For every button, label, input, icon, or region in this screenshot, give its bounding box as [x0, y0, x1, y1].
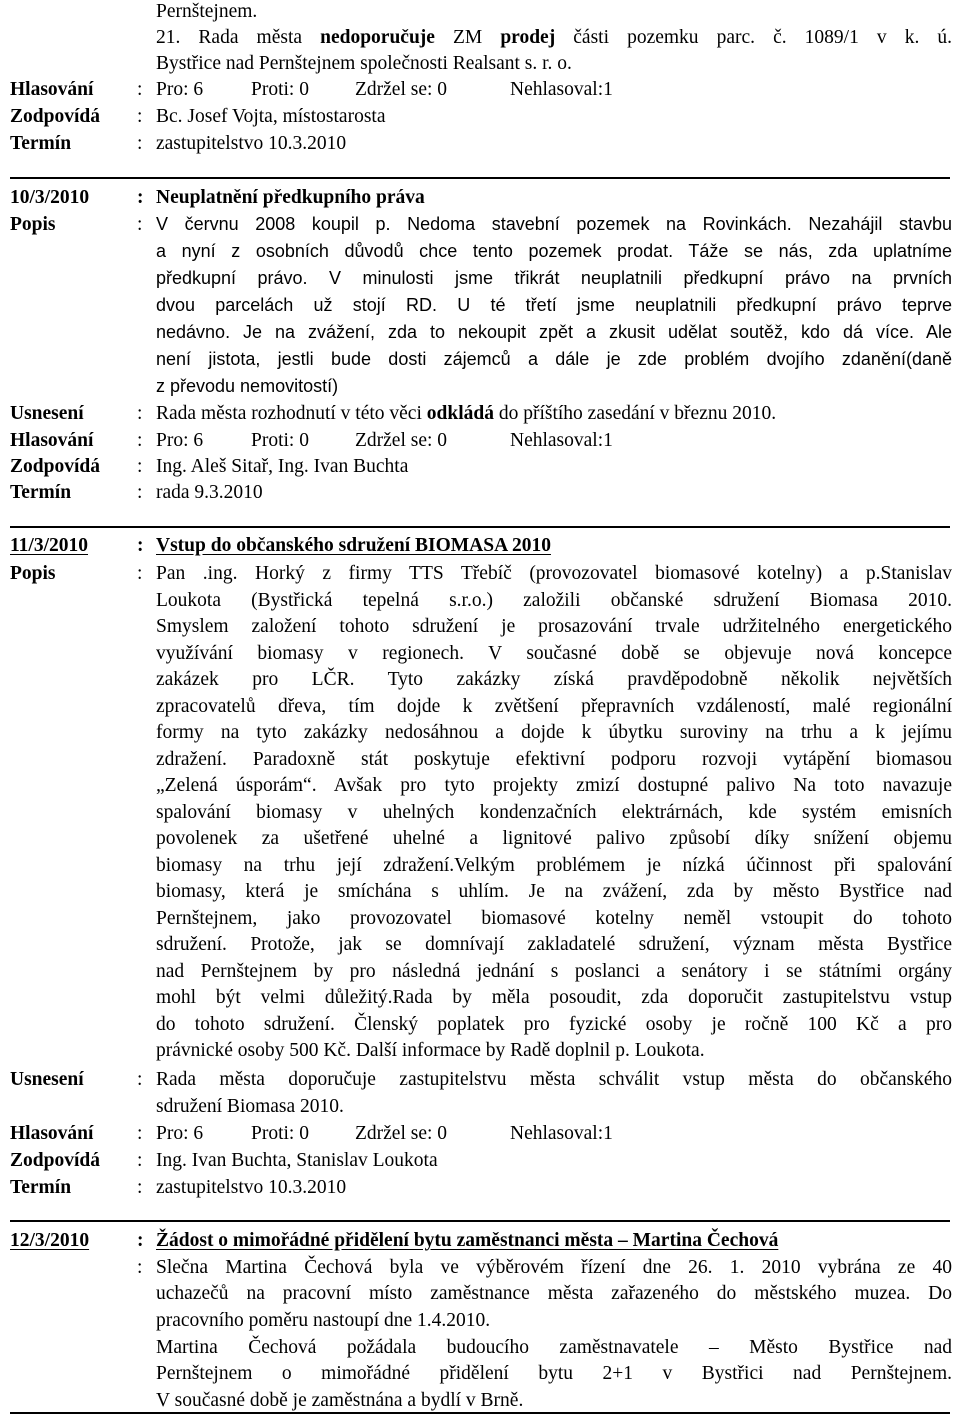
popis-line: spalování biomasy v uhelných kondenzačních elektrárnách, kde systém emisních	[156, 802, 952, 823]
termin-value: rada 9.3.2010	[156, 482, 263, 503]
popis-row	[0, 1307, 960, 1334]
text-continuation: Pernštejnem.	[156, 1, 258, 22]
popis-row	[0, 878, 960, 905]
text-line	[0, 24, 960, 51]
vote-nehlasoval: Nehlasoval:1	[510, 1123, 613, 1144]
termin-label: Termín	[10, 133, 72, 154]
termin-value: zastupitelstvo 10.3.2010	[156, 133, 347, 154]
usneseni-pre: Rada města rozhodnutí v této věci	[156, 403, 427, 424]
colon: :	[137, 1069, 143, 1090]
popis-line: V červnu 2008 koupil p. Nedoma stavební pozemek na Rovinkách. Nezahájil stavbu	[156, 214, 952, 234]
popis-line: zdražení. Paradoxně stát poskytuje efektivní podporu rozvoji vytápění biomasou	[156, 749, 952, 770]
popis-line: nad Pernštejnem by pro následná jednání s poslanci a senátory i se státními orgány	[156, 961, 952, 982]
popis-row	[0, 1360, 960, 1387]
popis-line: pracovního poměru nastoupí dne 1.4.2010.	[156, 1310, 491, 1331]
popis-line: formy na tyto zakázky nedosáhnou a dojde k úbytku suroviny na trhu a k jejímu	[156, 722, 952, 743]
popis-row	[0, 825, 960, 852]
zodpovida-row	[0, 103, 960, 130]
zodpovida-label: Zodpovídá	[10, 106, 100, 127]
termin-label: Termín	[10, 1177, 72, 1198]
popis-label: Popis	[10, 563, 56, 584]
colon: :	[137, 187, 144, 208]
popis-label: Popis	[10, 214, 56, 235]
popis-row	[0, 905, 960, 932]
popis-line: není jistota, jestli bude dosti zájemců a dále je zde problém dvojího zdanění(daně	[156, 349, 952, 369]
hlasovani-label: Hlasování	[10, 79, 94, 100]
popis-line: Loukota (Bystřická tepelná s.r.o.) založili občanské sdružení Biomasa 2010.	[156, 590, 952, 611]
section-title: Vstup do občanského sdružení BIOMASA 2010	[156, 535, 551, 556]
popis-line: Pan .ing. Horký z firmy TTS Třebíč (provozovatel biomasové kotelny) a p.Stanislav	[156, 563, 952, 584]
popis-row	[0, 746, 960, 773]
popis-line: do tohoto sdružení. Členský poplatek pro fyzické osoby je ročně 100 Kč a pro	[156, 1014, 952, 1035]
colon: :	[137, 106, 143, 127]
colon: :	[137, 1123, 143, 1144]
popis-line: Pernštejnem, jako provozovatel biomasové kotelny neměl vstoupit do tohoto	[156, 908, 952, 929]
usneseni-label: Usnesení	[10, 1069, 84, 1090]
colon: :	[137, 133, 143, 154]
popis-row	[0, 1037, 960, 1064]
popis-line: „Zelená úsporám“. Avšak pro tyto projekty zmizí dostupné palivo Na toto navazuje	[156, 775, 952, 796]
colon: :	[137, 1257, 143, 1278]
colon: :	[137, 403, 143, 424]
popis-row	[0, 772, 960, 799]
popis-line: biomasy na trhu její zdražení.Velkým problémem je nízká účinnost při spalování	[156, 855, 952, 876]
hlasovani-row	[0, 1120, 960, 1147]
section-number: 11/3/2010	[10, 535, 89, 556]
popis-row	[0, 1254, 960, 1281]
termin-row	[0, 479, 960, 506]
popis-line: Smyslem založení tohoto sdružení je prosazování trvale udržitelného energetického	[156, 616, 952, 637]
popis-line: sdružení. Protože, jak se domnívají zakladatelé sdružení, význam města Bystřice	[156, 934, 952, 955]
usneseni-row	[0, 1066, 960, 1093]
popis-line: uchazečů na pracovní místo zaměstnance města zařazeného do městského muzea. Do	[156, 1283, 952, 1304]
section-11-heading	[0, 532, 960, 559]
popis-row	[0, 1387, 960, 1414]
zodpovida-row	[0, 1147, 960, 1174]
zodpovida-row	[0, 453, 960, 480]
vote-pro: Pro: 6	[156, 1123, 204, 1144]
usneseni-bold: odkládá	[426, 403, 494, 424]
popis-row	[0, 640, 960, 667]
zodpovida-value: Ing. Aleš Sitař, Ing. Ivan Buchta	[156, 456, 409, 477]
popis-row	[0, 931, 960, 958]
vote-proti: Proti: 0	[251, 1123, 309, 1144]
colon: :	[137, 79, 143, 100]
termin-row	[0, 1174, 960, 1201]
popis-row	[0, 799, 960, 826]
colon: :	[137, 535, 144, 556]
popis-line: mohl být velmi důležitý.Rada by měla posoudit, zda doporučit zastupitelstvu vstup	[156, 987, 952, 1008]
popis-line: dvou parcelách už stojí RD. U té třetí jsme neuplatnili předkupní právo teprve	[156, 295, 952, 315]
section-divider	[10, 1220, 950, 1222]
colon: :	[137, 563, 143, 584]
popis-row	[0, 238, 960, 265]
popis-row	[0, 265, 960, 292]
popis-row	[0, 984, 960, 1011]
hlasovani-label: Hlasování	[10, 1123, 94, 1144]
resolution-21-line-2: Bystřice nad Pernštejnem společnosti Realsant s. r. o.	[156, 53, 572, 74]
vote-zdrzel: Zdržel se: 0	[355, 1123, 448, 1144]
popis-row	[0, 852, 960, 879]
zodpovida-value: Ing. Ivan Buchta, Stanislav Loukota	[156, 1150, 438, 1171]
vote-pro: Pro: 6	[156, 430, 204, 451]
hlasovani-row	[0, 427, 960, 454]
popis-line: předkupní právo. V minulosti jsme třikrát neuplatnili předkupní právo na prvních	[156, 268, 952, 288]
popis-row	[0, 211, 960, 238]
termin-value: zastupitelstvo 10.3.2010	[156, 1177, 347, 1198]
section-title: Žádost o mimořádné přidělení bytu zaměstnanci města – Martina Čechová	[156, 1230, 779, 1251]
popis-line: povolenek za ušetřené uhelné a lignitové palivo způsobí díky snížení objemu	[156, 828, 952, 849]
popis-line: nedávno. Je na zvážení, zda to nekoupit zpět a zkusit udělat soutěž, kdo dá více. Ale	[156, 322, 952, 342]
zodpovida-label: Zodpovídá	[10, 456, 100, 477]
usneseni-line: sdružení Biomasa 2010.	[156, 1096, 344, 1117]
popis-row	[0, 373, 960, 400]
zodpovida-value: Bc. Josef Vojta, místostarosta	[156, 106, 386, 127]
termin-row	[0, 130, 960, 157]
vote-zdrzel: Zdržel se: 0	[355, 430, 448, 451]
section-divider	[10, 526, 950, 528]
section-divider	[10, 177, 950, 179]
vote-nehlasoval: Nehlasoval:1	[510, 430, 613, 451]
popis-row	[0, 666, 960, 693]
popis-line: zakázek pro LČR. Tyto zakázky získá pravděpodobně několik největších	[156, 669, 952, 690]
colon: :	[137, 430, 143, 451]
termin-label: Termín	[10, 482, 72, 503]
popis-line: Martina Čechová požádala budoucího zaměstnavatele – Město Bystřice nad	[156, 1337, 952, 1358]
usneseni-label: Usnesení	[10, 403, 84, 424]
popis-row	[0, 346, 960, 373]
section-12-heading	[0, 1227, 960, 1254]
popis-row	[0, 958, 960, 985]
popis-line: právnické osoby 500 Kč. Další informace by Radě doplnil p. Loukota.	[156, 1040, 705, 1061]
usneseni-row	[0, 1093, 960, 1120]
popis-line: a nyní z osobních důvodů chce tento pozemek prodat. Táže se nás, zda uplatníme	[156, 241, 952, 261]
popis-row	[0, 1011, 960, 1038]
usneseni-row	[0, 400, 960, 427]
vote-zdrzel: Zdržel se: 0	[355, 79, 448, 100]
section-title: Neuplatnění předkupního práva	[156, 187, 425, 208]
usneseni-line: Rada města doporučuje zastupitelstvu města schválit vstup města do občanského	[156, 1069, 952, 1090]
vote-proti: Proti: 0	[251, 430, 309, 451]
popis-row	[0, 1334, 960, 1361]
popis-row	[0, 613, 960, 640]
zodpovida-label: Zodpovídá	[10, 1150, 100, 1171]
popis-line: využívání biomasy v regionech. V současné době se objevuje nová koncepce	[156, 643, 952, 664]
popis-row	[0, 560, 960, 587]
vote-nehlasoval: Nehlasoval:1	[510, 79, 613, 100]
text-line	[0, 50, 960, 77]
section-number: 12/3/2010	[10, 1230, 90, 1251]
popis-row	[0, 719, 960, 746]
popis-row	[0, 693, 960, 720]
hlasovani-label: Hlasování	[10, 430, 94, 451]
popis-row	[0, 319, 960, 346]
popis-line: Pernštejnem o mimořádné přidělení bytu 2+1 v Bystřici nad Pernštejnem.	[156, 1363, 952, 1384]
colon: :	[137, 456, 143, 477]
popis-row	[0, 587, 960, 614]
colon: :	[137, 482, 143, 503]
text-line	[0, 0, 960, 25]
popis-row	[0, 292, 960, 319]
section-divider	[10, 1412, 950, 1414]
hlasovani-row	[0, 76, 960, 103]
vote-proti: Proti: 0	[251, 79, 309, 100]
popis-line: Slečna Martina Čechová byla ve výběrovém řízení dne 26. 1. 2010 vybrána ze 40	[156, 1257, 952, 1278]
colon: :	[137, 1177, 143, 1198]
colon: :	[137, 1150, 143, 1171]
popis-line: zpracovatelů dřeva, tím dojde k zvětšení přepravních vzdáleností, malé regionální	[156, 696, 952, 717]
colon: :	[137, 214, 143, 235]
section-number: 10/3/2010	[10, 187, 90, 208]
popis-line: z převodu nemovitostí)	[156, 376, 339, 396]
popis-line: biomasy, která je smíchána s uhlím. Je na zvážení, zda by město Bystřice nad	[156, 881, 952, 902]
popis-row	[0, 1280, 960, 1307]
colon: :	[137, 1230, 144, 1251]
vote-pro: Pro: 6	[156, 79, 204, 100]
popis-line: V současné době je zaměstnána a bydlí v Brně.	[156, 1390, 524, 1411]
resolution-21-line-1: 21. Rada města nedoporučuje ZM prodej části pozemku parc. č. 1089/1 v k. ú.	[156, 27, 952, 48]
section-10-heading	[0, 184, 960, 211]
usneseni-text	[156, 400, 776, 427]
usneseni-post: do příštího zasedání v březnu 2010.	[493, 403, 777, 424]
